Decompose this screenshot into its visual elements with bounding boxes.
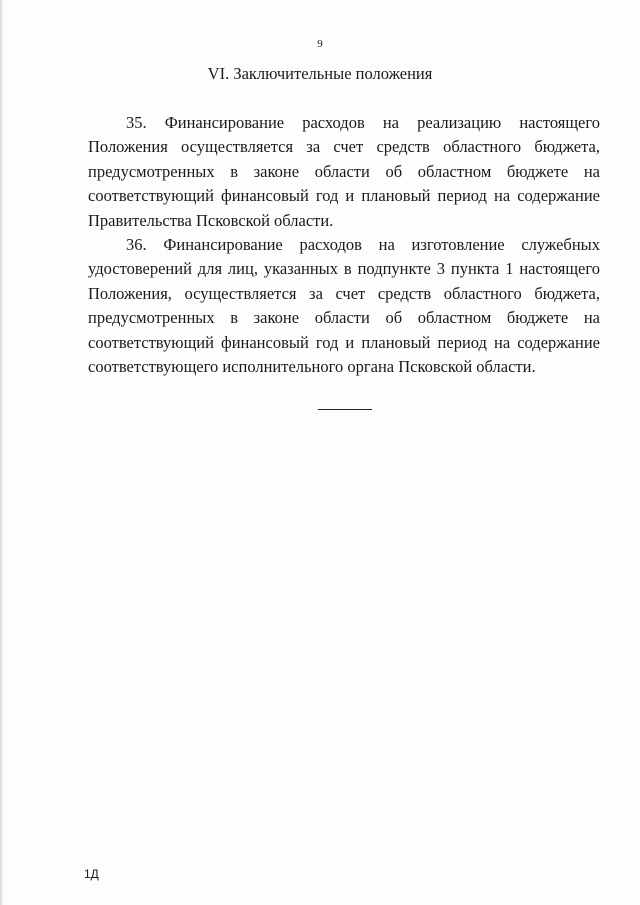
paragraph-36 xyxy=(88,233,600,379)
document-body xyxy=(88,111,600,379)
paragraph-text: Финансирование расходов на реализацию настоящего Положения осуществляется за счет средств областного бюджета, предусмотренных в законе области об областном бюджете на соответствующий финансовый год и плановый период на содержание Правительства Псковской области. xyxy=(88,113,600,230)
paragraph-35 xyxy=(88,111,600,233)
page-number: 9 xyxy=(317,38,323,50)
scan-edge xyxy=(0,0,4,905)
paragraph-number: 35. xyxy=(126,113,147,132)
paragraph-text: Финансирование расходов на изготовление служебных удостоверений для лиц, указанных в подпункте 3 пункта 1 настоящего Положения, осуществляется за счет средств областного бюджета, предусмотренных в законе области об областном бюджете на соответствующий финансовый год и плановый период на содержание соответствующего исполнительного органа Псковской области. xyxy=(88,235,600,377)
section-title: VI. Заключительные положения xyxy=(207,64,433,83)
footer-mark: 1Д xyxy=(84,867,99,881)
end-divider xyxy=(318,409,372,410)
paragraph-number: 36. xyxy=(126,235,147,255)
